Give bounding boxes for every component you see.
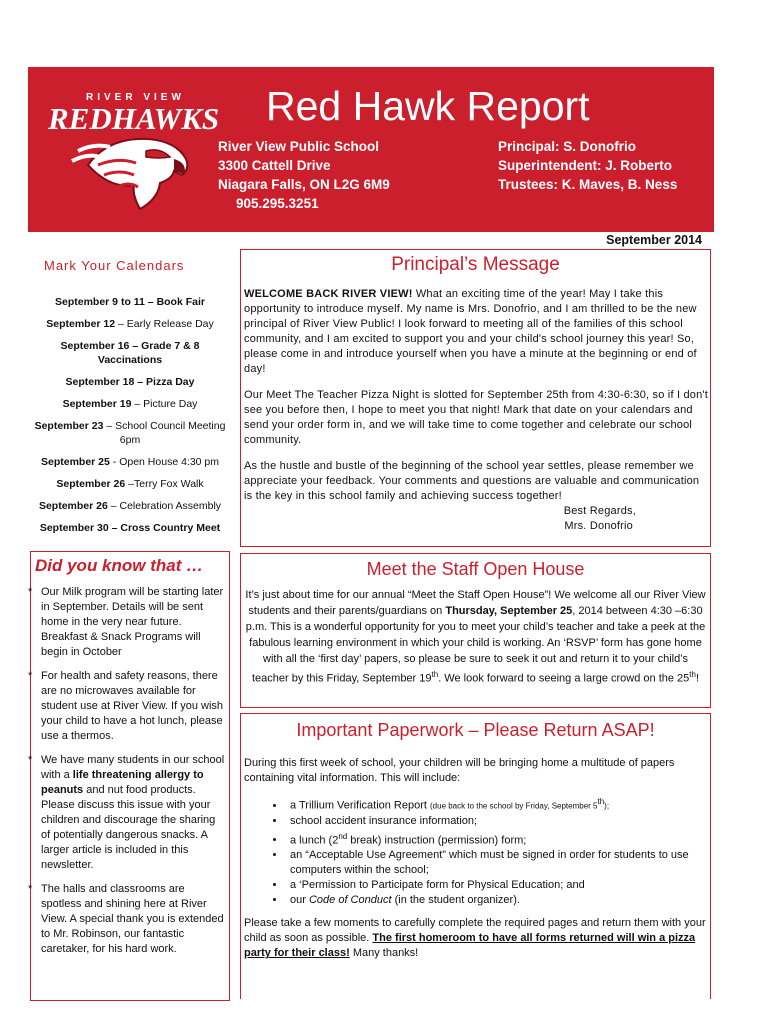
welcome-lead: WELCOME BACK RIVER VIEW! — [244, 288, 413, 300]
item-text: our — [290, 894, 309, 907]
did-you-know-box — [30, 551, 230, 1001]
item-text: For health and safety reasons, there are no microwaves available for student use at River View. If you wish your child to have a hot lunch, please use a thermos. — [41, 670, 223, 742]
event-text: Cross Country Meet — [120, 522, 221, 534]
redhawks-logo — [48, 87, 218, 212]
calendar-event — [28, 375, 232, 389]
item-text: break) instruction (permission) form; — [347, 834, 527, 847]
header-banner — [28, 67, 714, 232]
open-house-text: ! — [695, 672, 700, 685]
calendar-event — [28, 419, 232, 447]
paperwork-box — [240, 713, 711, 999]
paperwork-title: Important Paperwork – Please Return ASAP! — [296, 720, 655, 740]
signature-regards: Best Regards, — [563, 505, 636, 517]
welcome-text: What an exciting time of the year! May I take this opportunity to introduce myself. My name is Mrs. Donofrio, and I am thrilled to be the new principal of River View Public! I look forward to meeting all of the families of this school community, and I am excited to support you and your child's school journey this year! So, please come in and introduce yourself when you have a minute at the beginning or end of day! — [244, 288, 697, 375]
school-phone: 905.295.3251 — [236, 196, 319, 211]
event-text: Celebration Assembly — [119, 500, 222, 512]
allergy-highlight: life threatening allergy to peanuts — [41, 769, 204, 796]
list-item — [286, 829, 708, 849]
list-item: • a ‘Permission to Participate form for Physical Education; and — [286, 878, 708, 893]
item-text: a Trillium Verification Report — [290, 799, 430, 812]
signature-name: Mrs. Donofrio — [564, 520, 633, 532]
list-item: • school accident insurance information; — [286, 814, 708, 829]
event-separator: – — [125, 478, 134, 490]
open-house-text: , 2014 between 4:30 –6:30 p.m. This is a wonderful opportunity for you to meet your child’s teacher and take a peek at the fabulous learning environment in which your child is working. An ‘RSVP’ form has gone home with all the ‘first day’ papers, so please be sure to seek it out and return it to your child’s teacher by this Friday, September 19 — [245, 605, 706, 685]
due-note-end: ); — [604, 801, 610, 811]
event-date: September 16 — [60, 340, 130, 352]
list-item — [28, 753, 225, 873]
pizza-party-note: The first homeroom to have all forms returned will win a pizza party for their class! — [244, 932, 696, 960]
item-text: and nut food products. Please discuss this issue with your children and discourage the sharing of potentially dangerous snacks. A larger article is included in this newsletter. — [41, 784, 216, 871]
trustees-line: Trustees: K. Maves, B. Ness — [498, 177, 678, 192]
calendar-event — [28, 521, 232, 535]
event-separator: – — [129, 340, 142, 352]
event-separator: – — [108, 522, 121, 534]
item-text: We have many students in our school with a — [41, 754, 225, 781]
event-date: September 26 — [56, 478, 126, 490]
open-house-title: Meet the Staff Open House — [366, 559, 585, 579]
principal-paragraph-2: Our Meet The Teacher Pizza Night is slotted for September 25th from 4:30-6:30, so if I don't see you before then, I hope to meet you that night! Mark that date on your calendars and send your order form in, and we will take time to come together and celebrate our school community. — [244, 389, 708, 446]
calendar-event — [28, 477, 232, 491]
bullet-star: * — [28, 670, 33, 682]
event-date: September 9 to 11 — [55, 296, 145, 308]
calendar-event — [28, 295, 232, 309]
event-date: September 18 — [65, 376, 135, 388]
event-separator: – — [107, 500, 120, 512]
hawk-logo-icon — [48, 87, 218, 212]
open-house-text: . We look forward to seeing a large crowd on the 25 — [438, 672, 690, 685]
page-title: Red Hawk Report — [266, 83, 590, 129]
event-text: Picture Day — [143, 398, 198, 410]
principal-message-body — [244, 287, 708, 534]
open-house-date: Thursday, September 25 — [445, 605, 573, 617]
did-you-know-title: Did you know that … — [35, 556, 204, 575]
item-text: a lunch (2 — [290, 834, 339, 847]
bullet-star: * — [28, 883, 33, 895]
list-item — [286, 794, 708, 814]
outro-text: Please take a few moments to carefully complete the required pages and return them with your child as soon as possible. — [244, 917, 706, 945]
event-text: School Council Meeting 6pm — [115, 420, 226, 446]
due-note: (due back to the school by Friday, September 5 — [430, 801, 598, 811]
event-date: September 26 — [38, 500, 108, 512]
logo-text-main: REDHAWKS — [48, 101, 218, 136]
principal-paragraph-1 — [244, 287, 708, 377]
event-separator: – — [115, 318, 127, 330]
event-separator: – — [134, 376, 147, 388]
calendar-event — [28, 455, 232, 469]
paperwork-list — [244, 794, 708, 908]
event-text: Terry Fox Walk — [134, 478, 204, 490]
event-text: Pizza Day — [146, 376, 195, 388]
ordinal-suffix: th — [431, 670, 439, 679]
code-of-conduct: Code of Conduct — [308, 894, 392, 907]
calendar-event — [28, 499, 232, 513]
school-street: 3300 Cattell Drive — [218, 158, 331, 173]
open-house-text: It’s just about time for our annual “Meet the Staff Open House”! We welcome all our River View students and their parents/guardians on — [245, 589, 706, 617]
list-item — [286, 893, 708, 908]
list-item — [28, 669, 225, 744]
event-date: September 19 — [62, 398, 132, 410]
event-date: September 23 — [34, 420, 104, 432]
bullet-star: * — [28, 586, 33, 598]
calendar-event — [28, 317, 232, 331]
outro-text: Many thanks! — [349, 947, 419, 960]
list-item — [28, 882, 225, 957]
ordinal-suffix: th — [597, 797, 605, 806]
issue-date: September 2014 — [606, 233, 702, 247]
ordinal-suffix: th — [689, 670, 696, 679]
principal-paragraph-3: As the hustle and bustle of the beginning of the school year settles, please remember we appreciate your feedback. Your comments and questions are valuable and communication is the key in this school family and achieving success together! — [244, 460, 700, 502]
event-text: Book Fair — [156, 296, 205, 308]
paperwork-body — [244, 756, 708, 961]
did-you-know-list — [28, 585, 225, 966]
list-item: • an “Acceptable Use Agreement” which must be signed in order for students to use computers within the school; — [286, 848, 708, 878]
event-separator: – — [144, 296, 157, 308]
open-house-box — [240, 553, 711, 708]
superintendent-line: Superintendent: J. Roberto — [498, 158, 673, 173]
event-separator: - — [109, 456, 120, 468]
item-text: The halls and classrooms are spotless and shining here at River View. A special thank you is extended to Mr. Robinson, our fantastic caretaker, for his hard work. — [41, 883, 224, 955]
paperwork-outro — [244, 916, 708, 961]
open-house-body — [244, 587, 707, 687]
principal-message-title: Principal’s Message — [391, 254, 560, 275]
item-text: Our Milk program will be starting later in September. Details will be sent home in the very near future. Breakfast & Snack Programs will begin in October — [41, 586, 224, 658]
event-date: September 12 — [46, 318, 116, 330]
event-separator: – — [131, 398, 144, 410]
calendar-event — [28, 397, 232, 411]
paperwork-intro: During this first week of school, your children will be bringing home a multitude of papers containing vital information. This will include: — [244, 757, 675, 784]
principal-line: Principal: S. Donofrio — [498, 139, 637, 154]
school-city: Niagara Falls, ON L2G 6M9 — [218, 177, 390, 192]
event-separator: – — [103, 420, 116, 432]
school-info — [218, 137, 390, 213]
list-item — [28, 585, 225, 660]
calendar-list — [28, 295, 232, 543]
calendar-event — [28, 339, 232, 367]
event-date: September 30 — [39, 522, 109, 534]
event-text: Open House 4:30 pm — [119, 456, 220, 468]
event-text: Early Release Day — [126, 318, 214, 330]
event-text: Grade 7 & 8 Vaccinations — [97, 340, 200, 366]
calendar-title: Mark Your Calendars — [44, 258, 185, 273]
item-text: (in the student organizer). — [391, 894, 520, 907]
school-name: River View Public School — [218, 139, 380, 154]
staff-info — [498, 137, 677, 194]
principal-message-box — [240, 249, 711, 547]
ordinal-suffix: nd — [338, 831, 348, 841]
logo-text-top: RIVER VIEW — [86, 92, 185, 103]
bullet-star: * — [28, 754, 33, 766]
event-date: September 25 — [40, 456, 110, 468]
